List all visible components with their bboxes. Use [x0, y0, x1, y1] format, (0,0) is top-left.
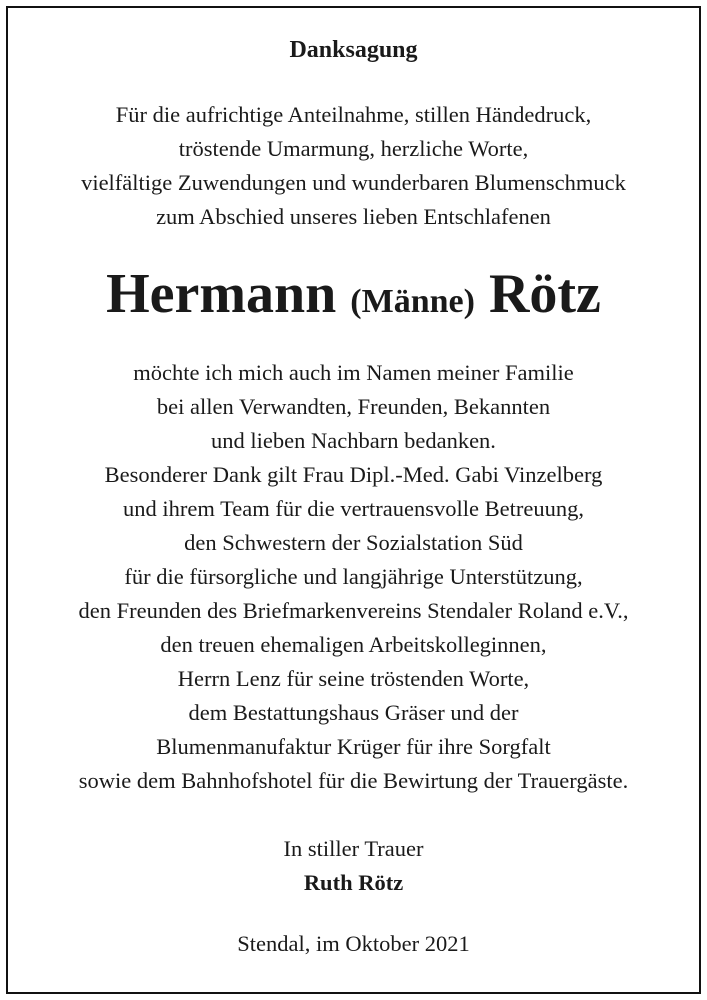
deceased-first-name: Hermann: [106, 263, 337, 325]
deceased-nickname: (Männe): [350, 283, 475, 320]
notice-heading: Danksagung: [289, 37, 418, 63]
deceased-name: [0, 262, 707, 334]
body-line-9: den treuen ehemaligen Arbeitskolleginnen,: [160, 632, 547, 657]
mourning-line: In stiller Trauer: [283, 836, 424, 861]
body-line-6: den Schwestern der Sozialstation Süd: [184, 530, 523, 555]
body-line-13: sowie dem Bahnhofshotel für die Bewirtung der Trauergäste.: [78, 768, 629, 793]
body-line-10: Herrn Lenz für seine tröstenden Worte,: [177, 666, 530, 691]
body-line-2: bei allen Verwandten, Freunden, Bekannten: [156, 394, 551, 419]
place-date: Stendal, im Oktober 2021: [237, 931, 470, 956]
body-line-12: Blumenmanufaktur Krüger für ihre Sorgfalt: [156, 734, 551, 759]
body-line-1: möchte ich mich auch im Namen meiner Familie: [133, 360, 574, 385]
body-line-11: dem Bestattungshaus Gräser und der: [188, 700, 519, 725]
body-line-5: und ihrem Team für die vertrauensvolle Betreuung,: [123, 496, 584, 521]
signer-name: Ruth Rötz: [303, 870, 404, 895]
deceased-last-name: Rötz: [488, 263, 601, 325]
body-line-8: den Freunden des Briefmarkenvereins Stendaler Roland e.V.,: [78, 598, 629, 623]
body-line-7: für die fürsorgliche und langjährige Unterstützung,: [124, 564, 583, 589]
body-line-3: und lieben Nachbarn bedanken.: [211, 428, 496, 453]
intro-line-4: zum Abschied unseres lieben Entschlafenen: [156, 204, 551, 229]
intro-line-2: tröstende Umarmung, herzliche Worte,: [178, 136, 529, 161]
intro-line-3: vielfältige Zuwendungen und wunderbaren Blumenschmuck: [81, 170, 626, 195]
body-line-4: Besonderer Dank gilt Frau Dipl.-Med. Gabi Vinzelberg: [104, 462, 603, 487]
intro-line-1: Für die aufrichtige Anteilnahme, stillen Händedruck,: [115, 102, 592, 127]
